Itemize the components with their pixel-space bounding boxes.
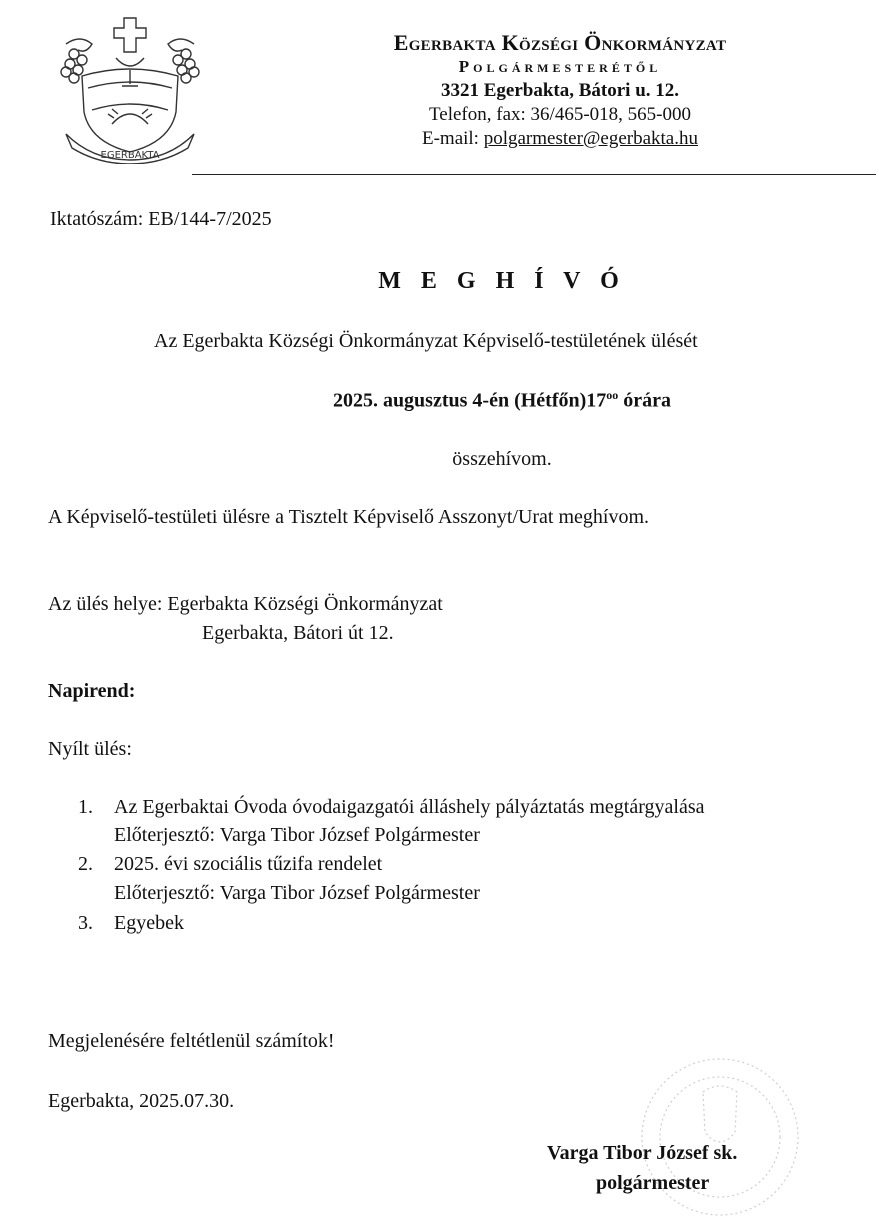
signer-name: Varga Tibor József sk. — [547, 1142, 738, 1164]
convene-text: összehívom. — [452, 448, 552, 470]
agenda-item-presenter: Előterjesztő: Varga Tibor József Polgármester — [114, 824, 480, 846]
email-label: E-mail: — [421, 128, 484, 149]
letterhead — [300, 32, 820, 148]
municipal-crest-logo — [52, 14, 208, 164]
organization-email-line — [300, 129, 820, 148]
venue-line-2: Egerbakta, Bátori út 12. — [202, 622, 394, 644]
meeting-date — [0, 388, 879, 413]
invitation-text: A Képviselő-testületi ülésre a Tisztelt Képviselő Asszonyt/Urat meghívom. — [48, 506, 650, 528]
agenda-item-title: Egyebek — [114, 912, 184, 934]
header-divider — [192, 174, 876, 175]
closing-text: Megjelenésére feltétlenül számítok! — [48, 1030, 335, 1052]
organization-phone: Telefon, fax: 36/465-018, 565-000 — [429, 104, 691, 125]
organization-name: Egerbakta Községi Önkormányzat — [393, 30, 727, 55]
document-title: M E G H Í V Ó — [378, 268, 626, 294]
agenda-item-presenter: Előterjesztő: Varga Tibor József Polgármester — [114, 882, 480, 904]
agenda-heading: Napirend: — [48, 680, 136, 702]
agenda-item-number: 1. — [78, 796, 93, 818]
open-session-heading: Nyílt ülés: — [48, 738, 132, 760]
email-link[interactable]: polgarmester@egerbakta.hu — [483, 128, 698, 149]
agenda-item-number: 2. — [78, 853, 93, 875]
official-stamp — [625, 1052, 815, 1222]
venue-line-1: Az ülés helye: Egerbakta Községi Önkormányzat — [48, 593, 443, 615]
crest-ribbon-text: EGERBAKTA — [100, 150, 160, 161]
signer-title: polgármester — [596, 1172, 710, 1194]
meeting-time-superscript: oo — [606, 388, 619, 402]
meeting-date-main: 2025. augusztus 4-én (Hétfőn)17 — [332, 389, 607, 412]
agenda-item-title: 2025. évi szociális tűzifa rendelet — [114, 853, 383, 875]
place-and-date: Egerbakta, 2025.07.30. — [48, 1090, 235, 1112]
registration-number: Iktatószám: EB/144-7/2025 — [50, 208, 272, 230]
agenda-item-number: 3. — [78, 912, 93, 934]
organization-address: 3321 Egerbakta, Bátori u. 12. — [440, 80, 680, 101]
intro-text: Az Egerbakta Községi Önkormányzat Képviselő-testületének ülését — [154, 330, 698, 352]
organization-department: Polgármesterétől — [458, 57, 662, 76]
agenda-item-title: Az Egerbaktai Óvoda óvodaigazgatói álláshely pályáztatás megtárgyalása — [114, 796, 705, 818]
meeting-date-tail: órára — [618, 389, 672, 412]
